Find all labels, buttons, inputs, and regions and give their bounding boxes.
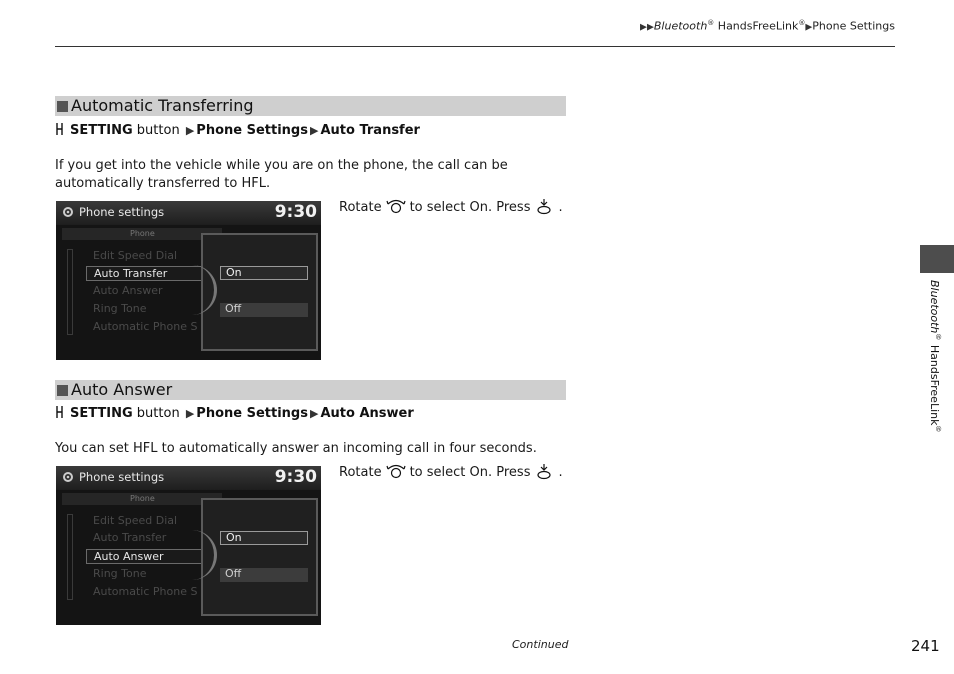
path-arrow-icon: ▶	[309, 407, 319, 420]
option-off[interactable]: Off	[220, 303, 308, 317]
instruction-value: On	[469, 465, 488, 480]
menu-item-automatic-phone-sync[interactable]: Automatic Phone S	[93, 320, 198, 333]
instruction-press: . Press	[488, 465, 531, 480]
screen-clock: 9:30	[274, 202, 317, 222]
breadcrumb-handsfreelink: HandsFreeLink	[714, 19, 799, 33]
interface-dial-press-icon	[533, 462, 555, 480]
screen-subtitle: Phone	[130, 494, 155, 503]
home-button-icon	[55, 405, 64, 419]
phone-settings-screen	[56, 201, 321, 360]
menu-item-auto-transfer[interactable]: Auto Transfer	[93, 531, 167, 544]
section-heading-auto-answer	[55, 380, 566, 400]
instruction-press: . Press	[488, 200, 531, 215]
path-auto-answer: Auto Answer	[320, 406, 414, 421]
section-heading-automatic-transferring	[55, 96, 566, 116]
breadcrumb-phone-settings: Phone Settings	[812, 19, 895, 33]
header-rule	[55, 46, 895, 47]
interface-dial-rotate-icon	[385, 197, 407, 215]
screen-title: Phone settings	[79, 470, 165, 484]
side-tab-label	[928, 280, 943, 433]
continued-label: Continued	[512, 638, 569, 651]
instruction-step	[339, 197, 563, 215]
path-arrow-icon: ▶	[185, 407, 195, 420]
path-setting: SETTING	[70, 123, 133, 138]
breadcrumb	[640, 19, 895, 33]
registered-mark: ®	[798, 19, 806, 27]
breadcrumb-bluetooth: Bluetooth	[653, 19, 708, 33]
registered-mark: ®	[707, 19, 715, 27]
option-on[interactable]: On	[220, 266, 308, 280]
menu-item-automatic-phone-sync[interactable]: Automatic Phone S	[93, 585, 198, 598]
dial-indicator	[191, 265, 217, 315]
side-tab-bluetooth: Bluetooth	[928, 280, 941, 334]
path-arrow-icon: ▶	[309, 124, 319, 137]
side-tab-handsfreelink: HandsFreeLink	[928, 341, 941, 426]
registered-mark: ®	[934, 333, 943, 342]
dial-indicator	[191, 530, 217, 580]
menu-item-auto-transfer[interactable]: Auto Transfer	[86, 266, 216, 281]
menu-item-ring-tone[interactable]: Ring Tone	[93, 567, 147, 580]
instruction-end: .	[558, 200, 563, 215]
path-arrow-icon: ▶	[185, 124, 195, 137]
section-square-icon	[57, 385, 68, 396]
home-button-icon	[55, 122, 64, 136]
path-auto-transfer: Auto Transfer	[320, 123, 420, 138]
menu-item-auto-answer[interactable]: Auto Answer	[93, 284, 163, 297]
menu-path	[55, 405, 414, 421]
screen-subtitle: Phone	[130, 229, 155, 238]
menu-item-edit-speed-dial[interactable]: Edit Speed Dial	[93, 249, 178, 262]
phone-settings-screen	[56, 466, 321, 625]
option-off[interactable]: Off	[220, 568, 308, 582]
option-popup	[201, 233, 318, 351]
section-description: If you get into the vehicle while you are on the phone, the call can be automatically transferred to HFL.	[55, 158, 508, 191]
section-heading-text: Automatic Transferring	[71, 96, 254, 115]
instruction-rotate: Rotate	[339, 200, 382, 215]
breadcrumb-arrow-icon: ▶▶	[640, 22, 654, 33]
path-setting: SETTING	[70, 406, 133, 421]
section-square-icon	[57, 101, 68, 112]
instruction-select: to select	[409, 200, 466, 215]
section-description: You can set HFL to automatically answer an incoming call in four seconds.	[55, 441, 537, 456]
path-phone-settings: Phone Settings	[196, 406, 308, 421]
option-popup	[201, 498, 318, 616]
option-on[interactable]: On	[220, 531, 308, 545]
screen-clock: 9:30	[274, 467, 317, 487]
menu-path	[55, 122, 420, 138]
instruction-step	[339, 462, 563, 480]
gear-icon	[62, 471, 74, 483]
gear-icon	[62, 206, 74, 218]
path-phone-settings: Phone Settings	[196, 123, 308, 138]
menu-item-auto-answer[interactable]: Auto Answer	[86, 549, 216, 564]
menu-item-edit-speed-dial[interactable]: Edit Speed Dial	[93, 514, 178, 527]
registered-mark: ®	[934, 425, 943, 434]
page-number: 241	[911, 637, 940, 655]
interface-dial-press-icon	[533, 197, 555, 215]
chapter-side-tab[interactable]	[920, 245, 954, 273]
interface-dial-rotate-icon	[385, 462, 407, 480]
menu-item-ring-tone[interactable]: Ring Tone	[93, 302, 147, 315]
breadcrumb-arrow-icon: ▶	[805, 22, 813, 33]
screen-title: Phone settings	[79, 205, 165, 219]
path-button-word: button	[132, 123, 184, 138]
path-button-word: button	[132, 406, 184, 421]
instruction-rotate: Rotate	[339, 465, 382, 480]
screen-scrollbar[interactable]	[67, 514, 73, 600]
section-heading-text: Auto Answer	[71, 380, 173, 399]
instruction-value: On	[469, 200, 488, 215]
instruction-select: to select	[409, 465, 466, 480]
screen-scrollbar[interactable]	[67, 249, 73, 335]
instruction-end: .	[558, 465, 563, 480]
